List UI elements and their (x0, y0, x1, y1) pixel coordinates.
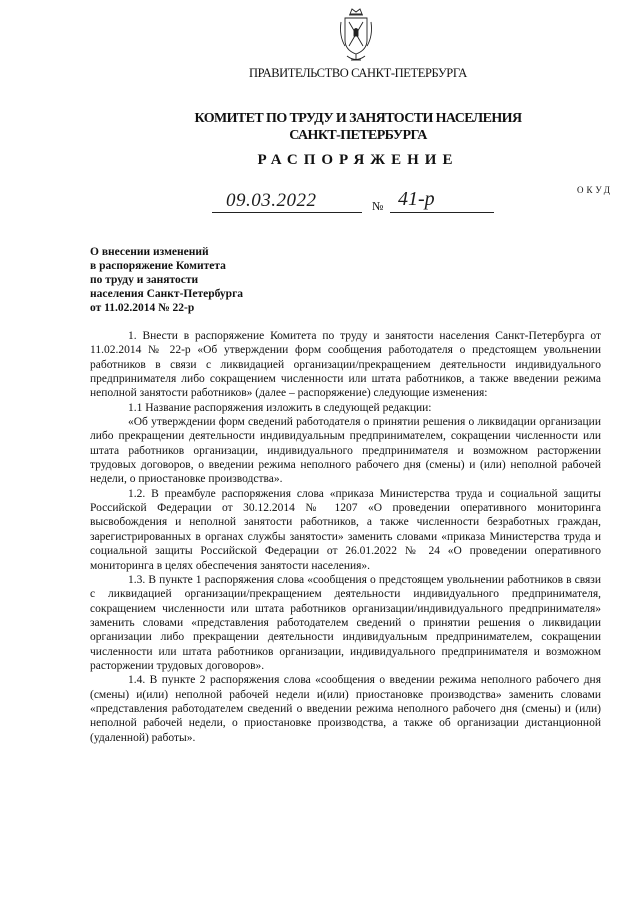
subject-line: в распоряжение Комитета (90, 260, 226, 272)
paragraph-1-4: 1.4. В пункте 2 распоряжения слова «сообщения о введении режима неполного рабочего дня (смены) и(или) неполной рабочей недели и(или) приостановке производства» заменить словами «представления работодателем сведений о введении режима неполного рабочего дня (смены) и (или) неполной рабочей недели, о приостановке производства, а также об организации дистанционной (удаленной) работы». (90, 674, 601, 744)
number-sign: № (372, 199, 384, 213)
date-underline (212, 212, 362, 213)
committee-name-line-1: КОМИТЕТ ПО ТРУДУ И ЗАНЯТОСТИ НАСЕЛЕНИЯ (194, 111, 522, 126)
document-date: 09.03.2022 (226, 190, 317, 211)
coat-of-arms-icon (337, 6, 375, 64)
subject-line: по труду и занятости (90, 274, 199, 286)
document-subject (90, 245, 350, 315)
number-underline (390, 212, 494, 213)
government-name: ПРАВИТЕЛЬСТВО САНКТ-ПЕТЕРБУРГА (249, 66, 467, 80)
okud-label: ОКУД (577, 185, 613, 195)
subject-line: от 11.02.2014 № 22-р (90, 302, 195, 314)
subject-line: населения Санкт-Петербурга (90, 288, 244, 300)
subject-line: О внесении изменений (90, 246, 209, 258)
paragraph-1-1-quote: «Об утверждении форм сведений работодателя о принятии решения о ликвидации организации либо прекращении деятельности индивидуальным предпринимателем, сокращении численности или штата работников организации, индивидуального предпринимателя и возможном расторжении трудовых договоров, о введении режима неполного рабочего дня (смены) и (или) неполной рабочей недели, о приостановке производства». (90, 416, 601, 486)
paragraph-1-2: 1.2. В преамбуле распоряжения слова «приказа Министерства труда и социальной защиты Российской Федерации от 30.12.2014 № 1207 «О проведении оперативного мониторинга высвобождения и неполной занятости работников, а также численности безработных граждан, зарегистрированных в органах службы занятости» заменить словами «приказа Министерства труда и социальной защиты Российской Федерации от 26.01.2022 № 24 «О проведении оперативного мониторинга в целях обеспечения занятости населения». (90, 487, 601, 572)
document-body (90, 329, 601, 745)
committee-name (0, 110, 640, 144)
committee-name-line-2: САНКТ-ПЕТЕРБУРГА (289, 128, 427, 143)
paragraph-1: 1. Внести в распоряжение Комитета по труду и занятости населения Санкт-Петербурга от 11.02.2014 № 22-р «Об утверждении форм сообщения работодателя о предстоящем увольнении работников в связи с ликвидацией организации/прекращением деятельности индивидуального предпринимателя либо сокращением численности или штата работников, а также введении режима неполной занятости работников» (далее – распоряжение) следующие изменения: (90, 330, 601, 400)
paragraph-1-1: 1.1 Название распоряжения изложить в следующей редакции: (128, 401, 432, 414)
document-type-title: РАСПОРЯЖЕНИЕ (257, 152, 459, 168)
document-number: 41-р (398, 188, 435, 210)
paragraph-1-3: 1.3. В пункте 1 распоряжения слова «сообщения о предстоящем увольнении работников в связи с ликвидацией организации/прекращением деятельности индивидуального предпринимателя, сокращением численности или штата работников организации/индивидуального предпринимателя» заменить словами «представления работодателем сведений о принятии решения о ликвидации организации либо прекращении деятельности индивидуальным предпринимателем, сокращении численности или штата работников организации, индивидуального предпринимателя и возможном расторжении трудовых договоров». (90, 573, 601, 672)
